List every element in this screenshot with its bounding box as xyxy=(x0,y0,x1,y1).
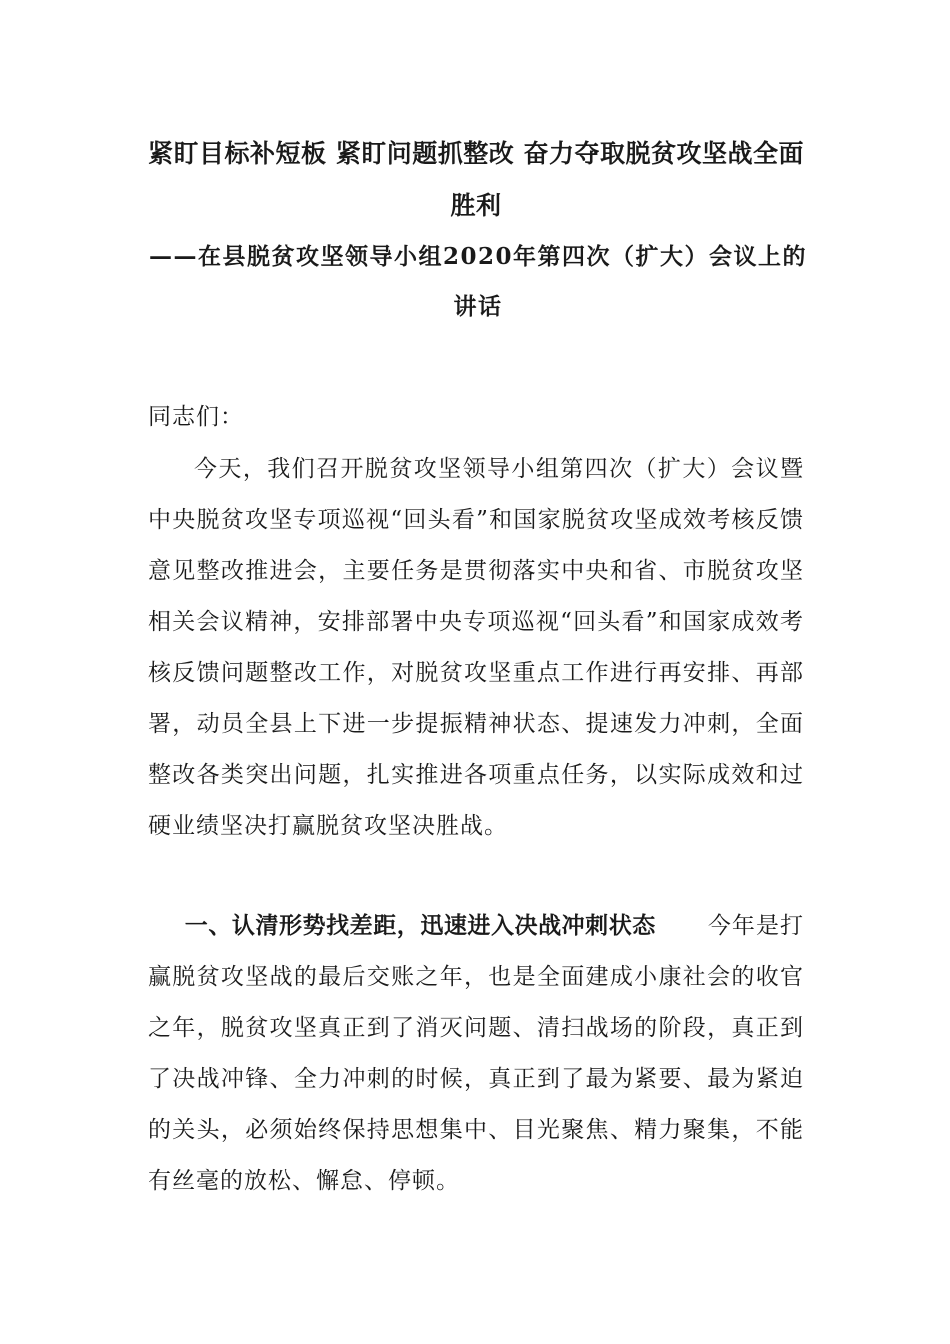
section-1-text: 今年是打赢脱贫攻坚战的最后交账之年，也是全面建成小康社会的收官之年，脱贫攻坚真正到了消灭问题、清扫战场的阶段，真正到了决战冲锋、全力冲刺的时候，真正到了最为紧要、最为紧迫的关头，必须始终保持思想集中、目光聚焦、精力聚集，不能有丝毫的放松、懈怠、停顿。 xyxy=(148,913,805,1194)
paragraph-intro: 今天，我们召开脱贫攻坚领导小组第四次（扩大）会议暨中央脱贫攻坚专项巡视“回头看”和国家脱贫攻坚成效考核反馈意见整改推进会，主要任务是贯彻落实中央和省、市脱贫攻坚相关会议精神，安排部署中央专项巡视“回头看”和国家成效考核反馈问题整改工作，对脱贫攻坚重点工作进行再安排、再部署，动员全县上下进一步提振精神状态、提速发力冲刺，全面整改各类突出问题，扎实推进各项重点任务，以实际成效和过硬业绩坚决打赢脱贫攻坚决胜战。 xyxy=(148,456,804,839)
paragraph-section-1 xyxy=(148,901,804,1207)
section-heading-1: 一、认清形势找差距，迅速进入决战冲刺状态 xyxy=(184,913,656,939)
document-title: 紧盯目标补短板 紧盯问题抓整改 奋力夺取脱贫攻坚战全面胜利 xyxy=(148,139,804,220)
salutation: 同志们： xyxy=(148,404,244,430)
document-subtitle: ——在县脱贫攻坚领导小组2020年第四次（扩大）会议上的讲话 xyxy=(148,243,807,320)
